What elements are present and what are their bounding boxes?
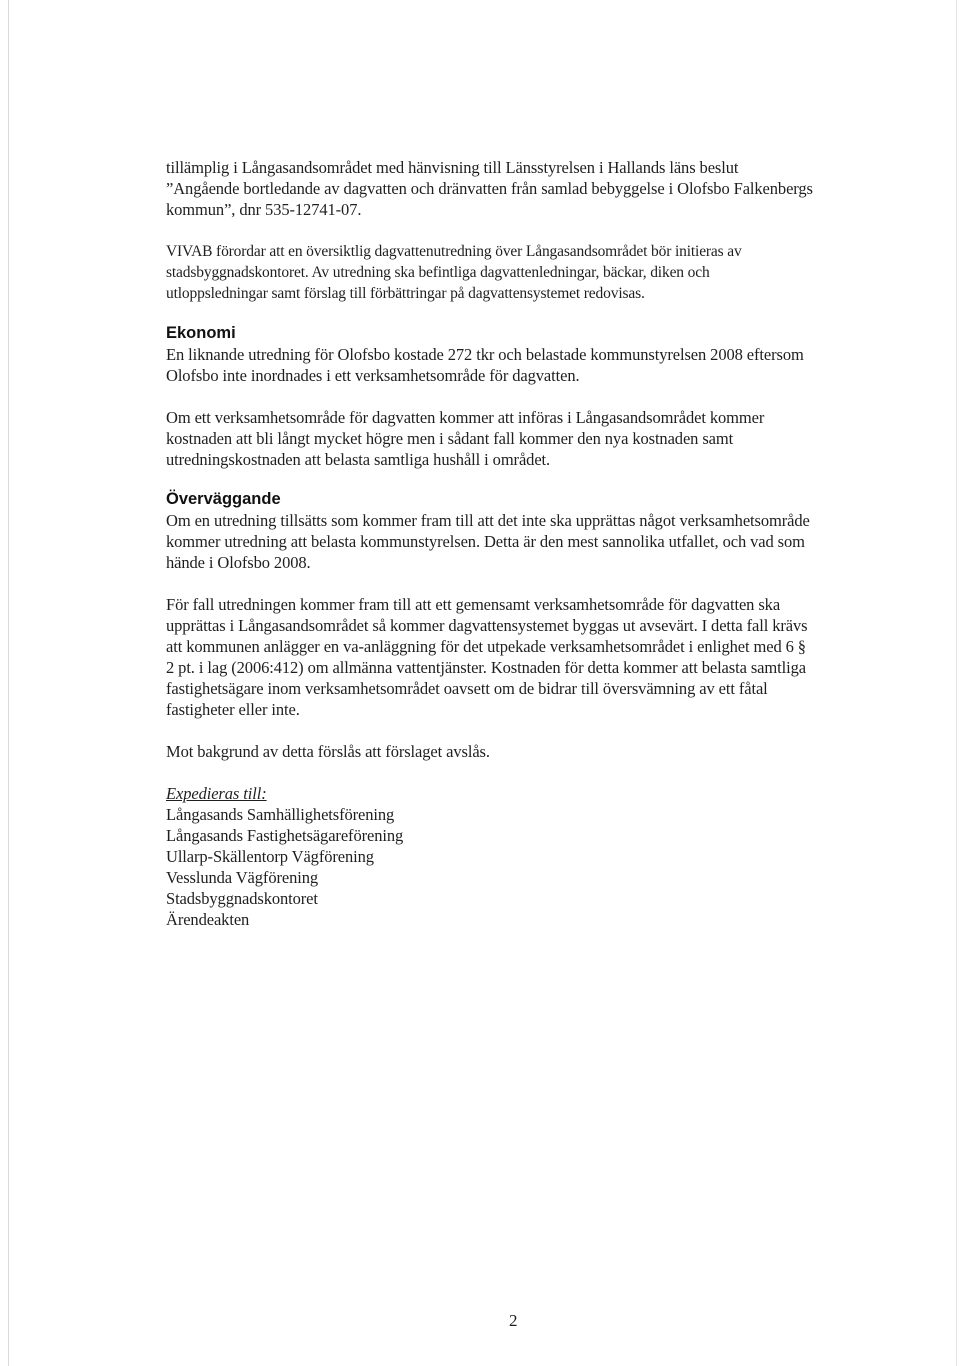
overvagande-paragraph-1 [166, 510, 886, 573]
text-line: att kommunen anlägger en va-anläggning för det utpekade verksamhetsområdet i enlighet med 6 § [166, 637, 806, 656]
recipient: Långasands Samhällighetsförening [166, 805, 395, 824]
section-heading-ekonomi: Ekonomi [166, 324, 236, 342]
text-line: upprättas i Långasandsområdet så kommer dagvattensystemet byggas ut avsevärt. I detta fall krävs [166, 616, 808, 635]
text-line: För fall utredningen kommer fram till att ett gemensamt verksamhetsområde för dagvatten ska [166, 595, 781, 614]
scan-edge-right [956, 0, 957, 1366]
text-line: 2 pt. i lag (2006:412) om allmänna vattentjänster. Kostnaden för detta kommer att belasta samtliga [166, 658, 806, 677]
recipient: Långasands Fastighetsägareförening [166, 826, 404, 845]
text-line: utloppsledningar samt förslag till förbättringar på dagvattensystemet redovisas. [166, 285, 645, 302]
text-line: ”Angående bortledande av dagvatten och dränvatten från samlad bebyggelse i Olofsbo Falkenbergs [166, 179, 813, 198]
text-line: fastighetsägare inom verksamhetsområdet oavsett om de bidrar till översvämning av ett fåtal [166, 679, 768, 698]
vivab-paragraph [166, 241, 886, 304]
recipient: Vesslunda Vägförening [166, 868, 319, 887]
text-line: fastigheter eller inte. [166, 700, 300, 719]
distribution-list [166, 783, 886, 930]
text-line: En liknande utredning för Olofsbo kostade 272 tkr och belastade kommunstyrelsen 2008 eftersom [166, 345, 804, 364]
section-heading-overvagande: Överväggande [166, 490, 281, 508]
recipient: Ärendeakten [166, 910, 250, 929]
conclusion-paragraph: Mot bakgrund av detta förslås att förslaget avslås. [166, 742, 490, 761]
text-line: kommun”, dnr 535-12741-07. [166, 200, 362, 219]
ekonomi-paragraph-2 [166, 407, 886, 470]
page-number: 2 [509, 1311, 518, 1330]
document-body [166, 157, 886, 930]
text-line: kommer utredning att belasta kommunstyrelsen. Detta är den mest sannolika utfallet, och vad som [166, 532, 805, 551]
overvagande-paragraph-2 [166, 594, 886, 720]
scan-edge-left [8, 0, 9, 1366]
distribution-title: Expedieras till: [166, 784, 267, 803]
text-line: tillämplig i Långasandsområdet med hänvisning till Länsstyrelsen i Hallands läns beslut [166, 158, 739, 177]
text-line: Om ett verksamhetsområde för dagvatten kommer att införas i Långasandsområdet kommer [166, 408, 765, 427]
text-line: VIVAB förordar att en översiktlig dagvattenutredning över Långasandsområdet bör initieras av [166, 243, 742, 260]
recipient: Stadsbyggnadskontoret [166, 889, 318, 908]
intro-paragraph [166, 157, 886, 220]
recipient: Ullarp-Skällentorp Vägförening [166, 847, 374, 866]
text-line: utredningskostnaden att belasta samtliga hushåll i området. [166, 450, 551, 469]
text-line: stadsbyggnadskontoret. Av utredning ska befintliga dagvattenledningar, bäckar, diken och [166, 264, 710, 281]
text-line: Olofsbo inte inordnades i ett verksamhetsområde för dagvatten. [166, 366, 580, 385]
text-line: Om en utredning tillsätts som kommer fram till att det inte ska upprättas något verksamhetsområde [166, 511, 810, 530]
text-line: kostnaden att bli långt mycket högre men i sådant fall kommer den nya kostnaden samt [166, 429, 734, 448]
text-line: hände i Olofsbo 2008. [166, 553, 311, 572]
ekonomi-paragraph-1 [166, 344, 886, 386]
